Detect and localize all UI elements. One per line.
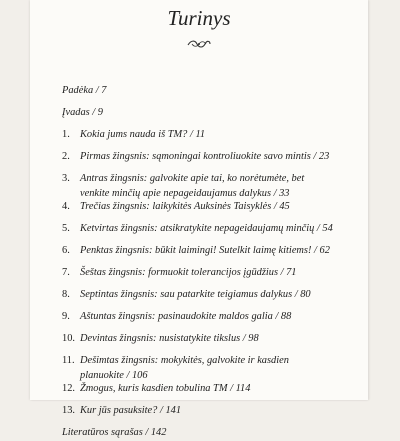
toc-entry-text bbox=[80, 128, 360, 143]
toc-entry-text bbox=[80, 288, 360, 303]
toc-entry-number: 12. bbox=[62, 383, 75, 394]
toc-entry-text bbox=[80, 172, 360, 201]
toc-entry-line: Žmogus, kuris kasdien tobulina TM / 114 bbox=[80, 383, 251, 394]
toc-entry-text bbox=[62, 106, 360, 121]
toc-entry-text bbox=[80, 244, 360, 259]
toc-entry-line: Penktas žingsnis: būkit laimingi! Sutelkit laimę kitiems! / 62 bbox=[80, 245, 330, 256]
toc-entry-line: Ketvirtas žingsnis: atsikratykite nepageidaujamų minčių / 54 bbox=[80, 223, 333, 234]
toc-entry-line: Literatūros sąrašas / 142 bbox=[62, 427, 167, 438]
toc-entry-number: 7. bbox=[62, 267, 70, 278]
toc-entry-line: venkite minčių apie nepageidaujamus dalykus / 33 bbox=[80, 187, 290, 199]
toc-entry-line: Šeštas žingsnis: formuokit tolerancijos įgūdžius / 71 bbox=[80, 267, 297, 278]
toc-entry-text bbox=[80, 200, 360, 215]
flourish-ornament-icon bbox=[186, 38, 212, 50]
toc-page bbox=[30, 0, 368, 438]
toc-entry-number: 5. bbox=[62, 223, 70, 234]
toc-entry-text bbox=[80, 332, 360, 347]
toc-entry-line: Septintas žingsnis: sau patarkite teigiamus dalykus / 80 bbox=[80, 289, 311, 300]
toc-entry-line: Aštuntas žingsnis: pasinaudokite maldos galia / 88 bbox=[80, 311, 292, 322]
page-title: Turinys bbox=[167, 6, 231, 30]
toc-entry-text bbox=[80, 222, 360, 237]
toc-entry-text bbox=[62, 84, 360, 99]
toc-entry-line: Įvadas / 9 bbox=[62, 107, 103, 118]
toc-entry-line: Pirmas žingsnis: sąmoningai kontroliuokite savo mintis / 23 bbox=[80, 151, 330, 162]
toc-entry-number: 4. bbox=[62, 201, 70, 212]
toc-entry-line: Kokia jums nauda iš TM? / 11 bbox=[80, 129, 206, 140]
toc-entry-line: Trečias žingsnis: laikykitės Auksinės Taisyklės / 45 bbox=[80, 201, 290, 212]
toc-entry-number: 13. bbox=[62, 405, 75, 416]
toc-entry-line: Padėka / 7 bbox=[62, 85, 107, 96]
toc-entry-text bbox=[80, 266, 360, 281]
toc-entry-line: Devintas žingsnis: nusistatykite tikslus / 98 bbox=[80, 333, 259, 344]
toc-entry-number: 8. bbox=[62, 289, 70, 300]
toc-entry-number: 2. bbox=[62, 151, 70, 162]
toc-entry-line: Dešimtas žingsnis: mokykitės, galvokite ir kasdien bbox=[80, 355, 289, 366]
toc-entry-line: planuokite / 106 bbox=[80, 369, 148, 381]
toc-entry-number: 9. bbox=[62, 311, 70, 322]
toc-entry-text bbox=[80, 404, 360, 419]
toc-entry-text bbox=[80, 354, 360, 383]
toc-entry-number: 10. bbox=[62, 333, 75, 344]
toc-entry-number: 6. bbox=[62, 245, 70, 256]
toc-entry-text bbox=[80, 310, 360, 325]
toc-entry-line: Kur jūs pasuksite? / 141 bbox=[80, 405, 182, 416]
toc-entry-number: 1. bbox=[62, 129, 70, 140]
toc-entry-text bbox=[62, 426, 360, 441]
toc-entry-text bbox=[80, 150, 360, 165]
toc-entry-number: 3. bbox=[62, 173, 70, 184]
toc-entry-number: 11. bbox=[62, 355, 75, 366]
toc-entry-line: Antras žingsnis: galvokite apie tai, ko norėtumėte, bet bbox=[80, 173, 305, 184]
toc-entry-text bbox=[80, 382, 360, 397]
